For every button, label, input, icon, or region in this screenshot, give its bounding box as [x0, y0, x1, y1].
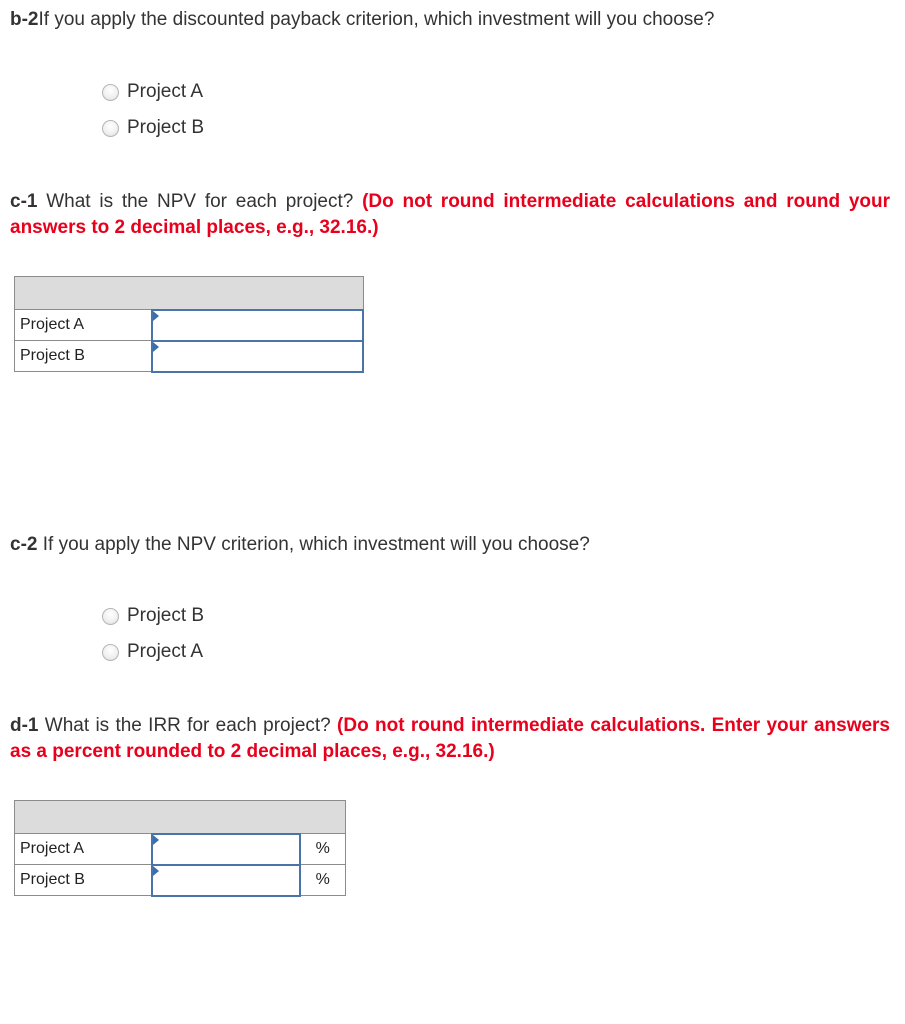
question-b2	[10, 7, 714, 33]
irr-input-project-a[interactable]	[152, 834, 300, 865]
radio-button[interactable]	[102, 644, 119, 661]
flag-icon	[153, 311, 159, 321]
question-d1	[10, 713, 890, 765]
radio-button[interactable]	[102, 120, 119, 137]
option-label[interactable]: Project B	[127, 605, 205, 626]
percent-unit: %	[300, 865, 346, 896]
option-label[interactable]: Project B	[127, 117, 205, 138]
irr-input-project-b[interactable]	[152, 865, 300, 896]
radio-button[interactable]	[102, 84, 119, 101]
table-row	[15, 865, 346, 896]
npv-answer-table	[14, 276, 364, 373]
row-label: Project B	[15, 341, 152, 372]
option-c2-b[interactable]	[102, 605, 204, 627]
flag-icon	[153, 342, 159, 352]
option-b2-a[interactable]	[102, 81, 203, 103]
instruction-text: (Do not round intermediate calculations and round your answers to 2 decimal places, e.g., 32.16.)	[10, 191, 891, 238]
option-b2-b[interactable]	[102, 117, 204, 139]
instruction-text: (Do not round intermediate calculations. Enter your answers as a percent rounded to 2 decimal places, e.g., 32.16.)	[10, 715, 890, 762]
option-label[interactable]: Project A	[127, 641, 204, 662]
option-label[interactable]: Project A	[127, 81, 204, 102]
question-text: What is the IRR for each project?	[44, 715, 331, 736]
question-number: c-1	[10, 191, 38, 212]
table-row	[15, 341, 364, 372]
question-c1	[10, 189, 890, 241]
table-header-row	[15, 801, 346, 834]
flag-icon	[153, 866, 159, 876]
question-number: d-1	[10, 715, 39, 736]
row-label: Project A	[15, 310, 152, 341]
npv-input-project-a[interactable]	[152, 310, 364, 341]
table-row	[15, 834, 346, 865]
option-c2-a[interactable]	[102, 641, 203, 663]
flag-icon	[153, 835, 159, 845]
table-header-row	[15, 277, 364, 310]
npv-input-project-b[interactable]	[152, 341, 364, 372]
row-label: Project A	[15, 834, 152, 865]
radio-button[interactable]	[102, 608, 119, 625]
irr-answer-table	[14, 800, 346, 897]
question-number: b-2	[10, 9, 39, 30]
row-label: Project B	[15, 865, 152, 896]
question-text: If you apply the NPV criterion, which investment will you choose?	[42, 534, 590, 555]
percent-unit: %	[300, 834, 346, 865]
question-number: c-2	[10, 534, 38, 555]
question-text: If you apply the discounted payback criterion, which investment will you choose?	[38, 9, 715, 30]
table-row	[15, 310, 364, 341]
question-text: What is the NPV for each project?	[46, 191, 354, 212]
question-c2	[10, 532, 590, 558]
